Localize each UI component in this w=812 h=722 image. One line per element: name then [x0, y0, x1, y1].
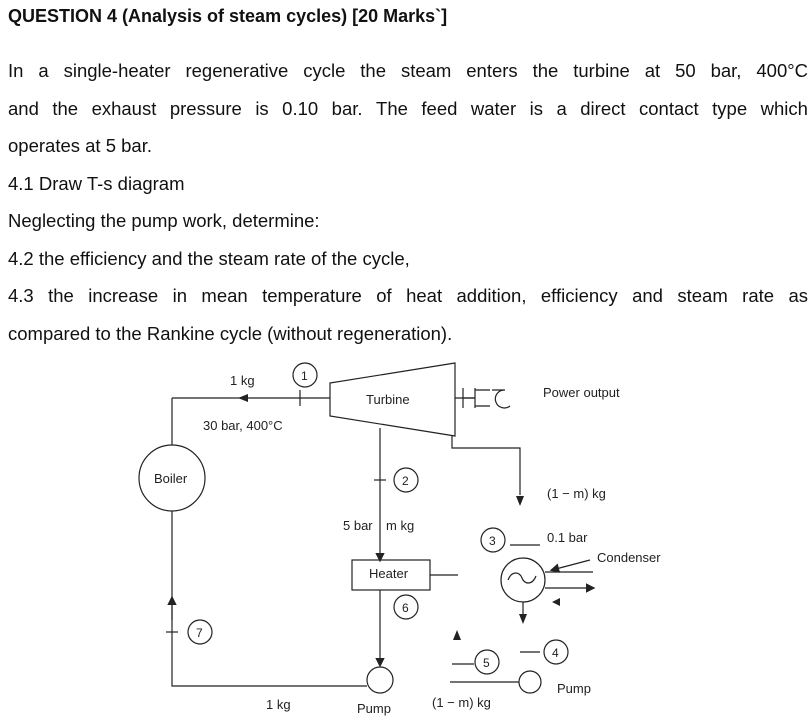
word: contact — [639, 97, 699, 119]
word: temperature — [262, 285, 362, 306]
state-3-number: 3 — [489, 534, 496, 548]
condensate-pump-label: Pump — [557, 681, 591, 696]
steam-flow-arrow — [238, 394, 248, 402]
exhaust-mass-label: (1 − m) kg — [547, 486, 606, 501]
word: is — [255, 97, 269, 119]
word: at — [644, 60, 661, 81]
word: the — [360, 60, 387, 81]
inlet-state-label: 30 bar, 400°C — [203, 418, 283, 433]
word: which — [760, 97, 808, 119]
item-4-3-line-2: compared to the Rankine cycle (without regeneration). — [8, 322, 453, 344]
state-2-number: 2 — [402, 474, 409, 488]
neglect-instruction: Neglecting the pump work, determine: — [8, 210, 320, 231]
heater-label: Heater — [369, 566, 409, 581]
bleed-pressure-label: 5 bar — [343, 518, 373, 533]
word: regenerative — [185, 60, 289, 81]
word: heat — [406, 285, 443, 306]
word: the — [52, 97, 79, 119]
word: type — [712, 97, 748, 119]
power-rotation-symbol — [492, 390, 510, 408]
word: 50 — [675, 60, 696, 81]
word: is — [529, 97, 543, 119]
word: bar, — [710, 60, 742, 81]
feed-pump-label: Pump — [357, 701, 391, 716]
word: pressure — [169, 97, 242, 119]
word: the — [48, 285, 74, 306]
word: rate — [742, 285, 775, 306]
word: of — [376, 285, 392, 306]
word: bar. — [331, 97, 363, 119]
exhaust-flow-arrow — [516, 496, 524, 506]
feed-return-line — [172, 511, 367, 686]
condenser-label: Condenser — [597, 550, 661, 565]
state-5-number: 5 — [483, 656, 490, 670]
state-6-number: 6 — [402, 601, 409, 615]
condenser-pressure-label: 0.1 bar — [547, 530, 588, 545]
word: steam — [400, 60, 452, 81]
word: feed — [421, 97, 458, 119]
power-output-label: Power output — [543, 385, 620, 400]
question-title: QUESTION 4 (Analysis of steam cycles) [20 Marks`] — [8, 6, 448, 26]
bleed-mass-label: m kg — [386, 518, 415, 533]
word: efficiency — [540, 285, 618, 306]
feed-pump-circle — [367, 667, 393, 693]
word: steam — [677, 285, 728, 306]
word: In — [8, 60, 24, 81]
condensate-up-arrow — [453, 630, 461, 640]
word: turbine — [573, 60, 630, 81]
word: 400°C — [756, 60, 808, 81]
word: 0.10 — [282, 97, 319, 119]
return-mass-label: (1 − m) kg — [432, 695, 491, 710]
turbine-label: Turbine — [366, 392, 410, 407]
condenser-pointer — [552, 560, 590, 570]
word: water — [470, 97, 517, 119]
word: and — [632, 285, 663, 306]
word: a — [556, 97, 567, 119]
word: increase — [88, 285, 159, 306]
word: direct — [580, 97, 626, 119]
state-1-number: 1 — [301, 369, 308, 383]
item-4-2: 4.2 the efficiency and the steam rate of the cycle, — [8, 247, 410, 269]
word: single-heater — [63, 60, 171, 81]
word: The — [376, 97, 408, 119]
word: addition, — [456, 285, 527, 306]
condensate-pump-circle — [519, 671, 541, 693]
word: the — [532, 60, 559, 81]
mass-in-label: 1 kg — [230, 373, 255, 388]
feed-mass-label: 1 kg — [266, 697, 291, 712]
word: 4.3 — [8, 285, 34, 306]
exhaust-line — [452, 435, 520, 495]
word: and — [8, 97, 39, 119]
boiler-label: Boiler — [154, 471, 188, 486]
state-4-number: 4 — [552, 646, 559, 660]
cooling-arrow — [552, 598, 560, 606]
paragraph-line-3: operates at 5 bar. — [8, 135, 152, 156]
word: in — [172, 285, 187, 306]
word: exhaust — [91, 97, 157, 119]
state-7-number: 7 — [196, 626, 203, 640]
word: mean — [201, 285, 248, 306]
word: as — [788, 285, 808, 306]
item-4-1: 4.1 Draw T-s diagram — [8, 172, 185, 194]
condensate-flow-arrow — [519, 614, 527, 624]
word: cycle — [303, 60, 346, 81]
condenser-coil — [508, 573, 536, 583]
word: enters — [466, 60, 518, 81]
word: a — [38, 60, 49, 81]
shaft-coupling — [463, 388, 490, 408]
